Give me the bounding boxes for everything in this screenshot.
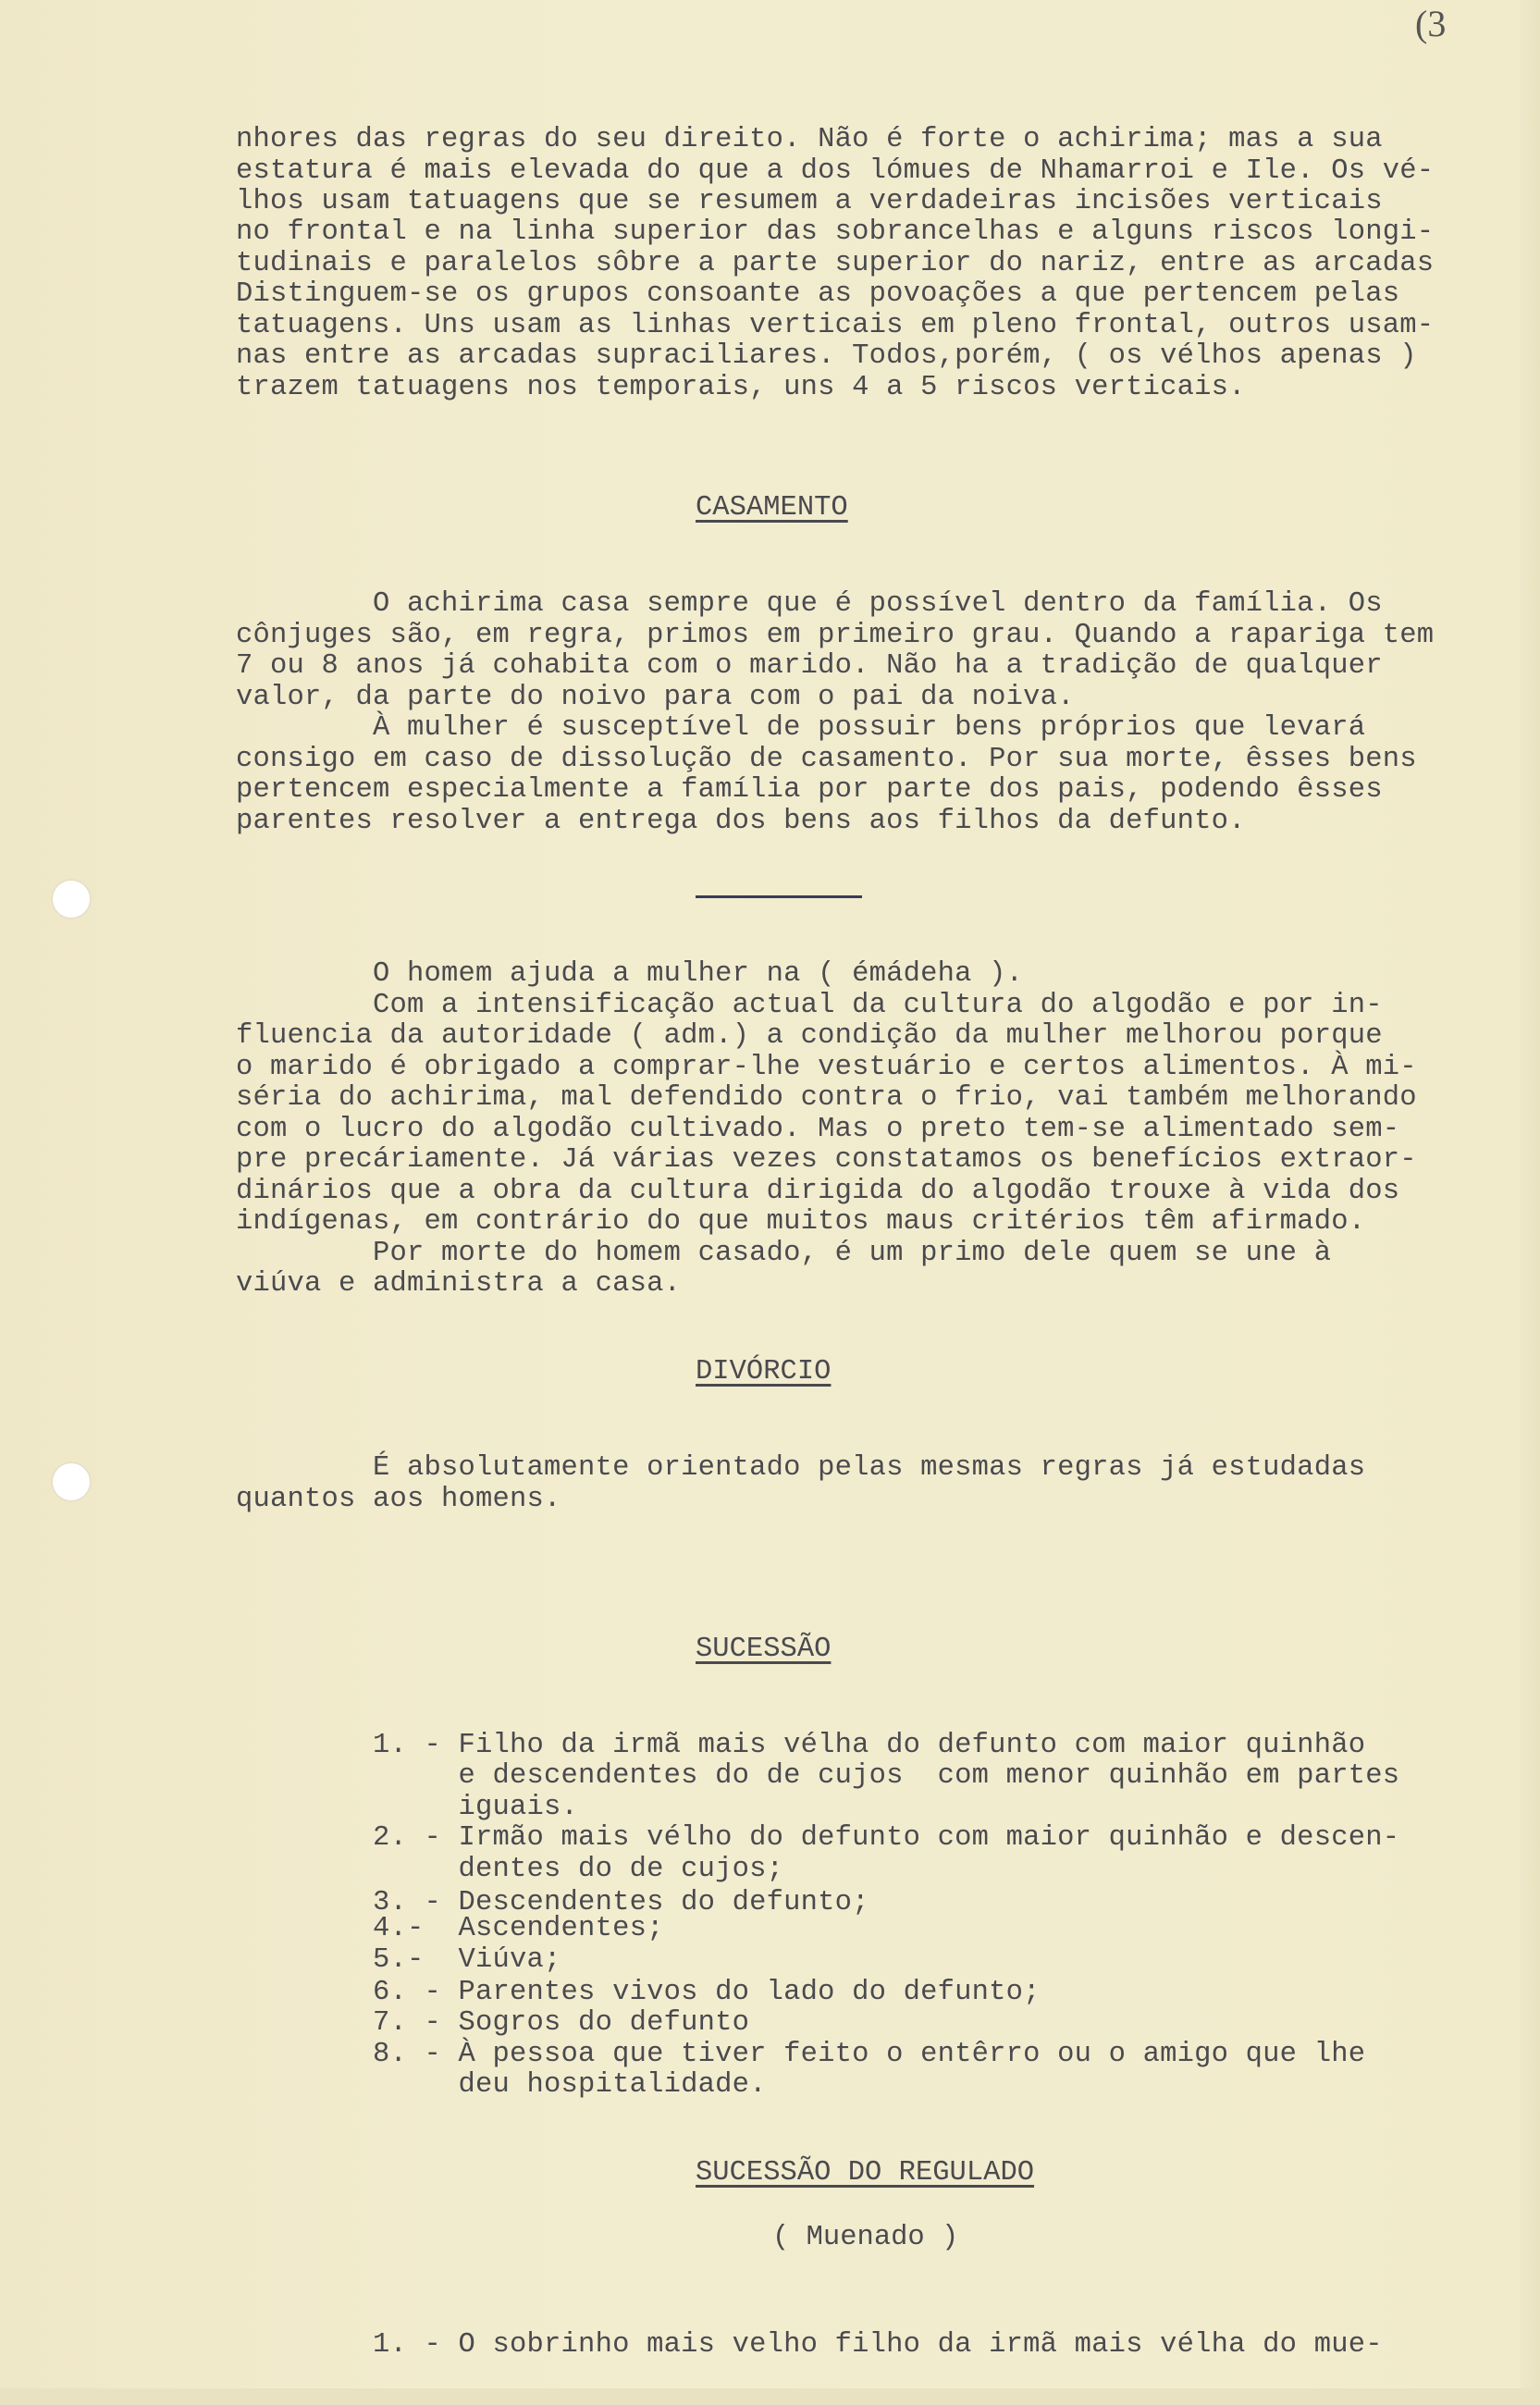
text-line: quantos aos homens.	[236, 1484, 561, 1515]
punch-hole-top	[51, 879, 92, 919]
text-line: pertencem especialmente a família por parte dos pais, podendo êsses	[236, 774, 1383, 806]
text-line: pre precáriamente. Já várias vezes constatamos os benefícios extraor-	[236, 1144, 1417, 1176]
text-line: Com a intensificação actual da cultura do algodão e por in-	[236, 990, 1383, 1021]
section-heading-sucessao: SUCESSÃO	[696, 1634, 832, 1665]
text-line: fluencia da autoridade ( adm.) a condição da mulher melhorou porque	[236, 1020, 1383, 1052]
list-item-cont: e descendentes do de cujos com menor quinhão em partes	[236, 1760, 1400, 1792]
section-heading-casamento: CASAMENTO	[696, 492, 848, 524]
text-line: nhores das regras do seu direito. Não é forte o achirima; mas a sua	[236, 124, 1383, 155]
text-line: séria do achirima, mal defendido contra o frio, vai também melhorando	[236, 1082, 1417, 1114]
list-item: 4.- Ascendentes;	[236, 1913, 664, 1944]
text-line: valor, da parte do noivo para com o pai da noiva.	[236, 682, 1075, 713]
text-line: O achirima casa sempre que é possível dentro da família. Os	[236, 588, 1383, 620]
text-line: Distinguem-se os grupos consoante as povoações a que pertencem pelas	[236, 278, 1400, 310]
list-item-cont: deu hospitalidade.	[236, 2069, 767, 2101]
text-line: com o lucro do algodão cultivado. Mas o preto tem-se alimentado sem-	[236, 1114, 1400, 1145]
section-heading-sucessao-regulado: SUCESSÃO DO REGULADO	[696, 2157, 1035, 2189]
list-item: 3. - Descendentes do defunto;	[236, 1887, 869, 1918]
list-item: 7. - Sogros do defunto	[236, 2007, 750, 2039]
text-line: estatura é mais elevada do que a dos lómues de Nhamarroi e Ile. Os vé-	[236, 155, 1435, 187]
list-item-cont: iguais.	[236, 1792, 579, 1823]
section-heading-divorcio: DIVÓRCIO	[696, 1356, 832, 1388]
list-item: 6. - Parentes vivos do lado do defunto;	[236, 1977, 1041, 2008]
text-line: Por morte do homem casado, é um primo dele quem se une à	[236, 1238, 1332, 1269]
text-line: O homem ajuda a mulher na ( émádeha ).	[236, 958, 1024, 990]
text-line: É absolutamente orientado pelas mesmas regras já estudadas	[236, 1452, 1366, 1484]
list-item: 1. - Filho da irmã mais vélha do defunto com maior quinhão	[236, 1730, 1366, 1761]
text-line: trazem tatuagens nos temporais, uns 4 a 5 riscos verticais.	[236, 372, 1246, 403]
text-line: tatuagens. Uns usam as linhas verticais em pleno frontal, outros usam-	[236, 310, 1435, 341]
list-item: 8. - À pessoa que tiver feito o entêrro ou o amigo que lhe	[236, 2039, 1366, 2070]
text-line: cônjuges são, em regra, primos em primeiro grau. Quando a rapariga tem	[236, 620, 1435, 651]
text-line: consigo em caso de dissolução de casamento. Por sua morte, êsses bens	[236, 744, 1417, 775]
text-line: indígenas, em contrário do que muitos maus critérios têm afirmado.	[236, 1206, 1366, 1238]
subheading-muenado: ( Muenado )	[772, 2222, 959, 2253]
text-line: tudinais e paralelos sôbre a parte superior do nariz, entre as arcadas	[236, 248, 1435, 279]
text-line: parentes resolver a entrega dos bens aos filhos da defunto.	[236, 806, 1246, 837]
text-line: lhos usam tatuagens que se resumem a verdadeiras incisões verticais	[236, 186, 1383, 217]
list-item: 5.- Viúva;	[236, 1944, 561, 1976]
list-item: 2. - Irmão mais vélho do defunto com maior quinhão e descen-	[236, 1822, 1400, 1854]
list-item: 1. - O sobrinho mais velho filho da irmã mais vélha do mue-	[236, 2329, 1383, 2361]
text-line: viúva e administra a casa.	[236, 1268, 682, 1300]
text-line: dinários que a obra da cultura dirigida do algodão trouxe à vida dos	[236, 1176, 1400, 1207]
list-item-cont: dentes do de cujos;	[236, 1854, 784, 1885]
text-line: o marido é obrigado a comprar-lhe vestuário e certos alimentos. À mi-	[236, 1052, 1417, 1083]
section-divider-rule	[696, 895, 862, 898]
page-number: (3	[1415, 3, 1447, 44]
text-line: 7 ou 8 anos já cohabita com o marido. Não ha a tradição de qualquer	[236, 650, 1383, 682]
text-line: À mulher é susceptível de possuir bens próprios que levará	[236, 712, 1366, 744]
page-edge-right	[1520, 0, 1540, 2405]
page-edge-bottom	[0, 2388, 1540, 2405]
punch-hole-bottom	[51, 1462, 92, 1502]
text-line: no frontal e na linha superior das sobrancelhas e alguns riscos longi-	[236, 216, 1435, 248]
text-line: nas entre as arcadas supraciliares. Todos,porém, ( os vélhos apenas )	[236, 340, 1417, 372]
